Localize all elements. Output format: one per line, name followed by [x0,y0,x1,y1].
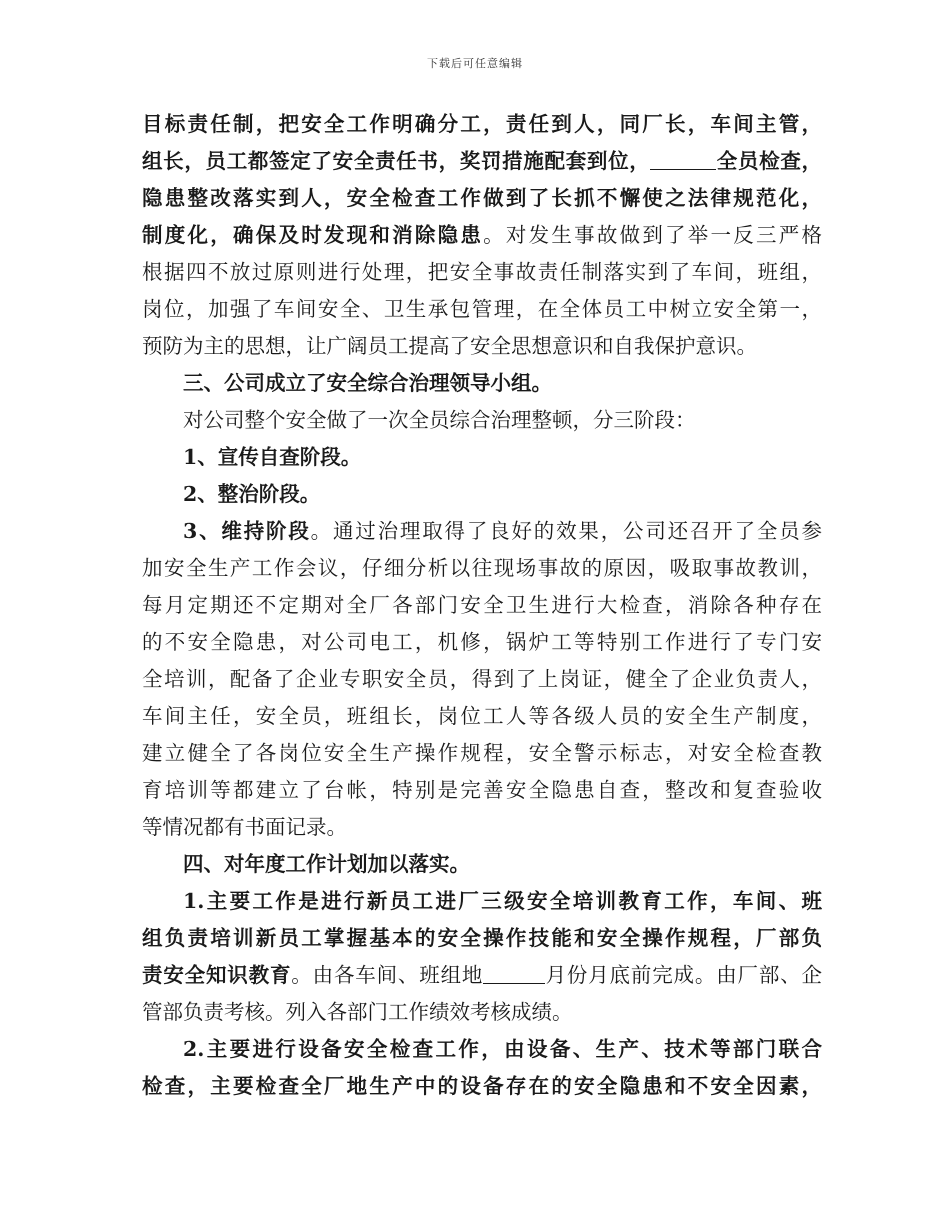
text-line: 等情况都有书面记录。 [142,815,347,839]
text-line: 根据四不放过原则进行处理，把安全事故责任制落实到了车间，班组， [142,260,822,284]
text-line: 组长，员工都签定了安全责任书，奖罚措施配套到位， 全员检查， [142,149,823,173]
text-line: 隐患整改落实到人，安全检查工作做到了长抓不懈使之法律规范化， [142,186,822,210]
text-line: 组负责培训新员工掌握基本的安全操作技能和安全操作规程，厂部负 [142,926,822,950]
paragraph-three-stages: 对公司整个安全做了一次全员综合治理整顿，分三阶段： [183,408,696,432]
text-line: 加安全生产工作会议，仔细分析以往现场事故的原因，吸取事故教训， [142,556,822,580]
stage-2-heading: 2、整治阶段。 [183,482,321,506]
section-heading-4: 四、对年度工作计划加以落实。 [183,852,470,876]
text-line: 1.主要工作是进行新员工进厂三级安全培训教育工作，车间、班 [183,889,822,913]
fill-in-blank [650,151,716,170]
fill-in-blank [483,965,545,984]
stage-1-heading: 1、宣传自查阶段。 [183,445,362,469]
paragraph-target-responsibility [142,106,822,365]
text-line: 责安全知识教育。由各车间、班组地 月份月底前完成。由厂部、企 [142,963,823,987]
text-line: 育培训等都建立了台帐，特别是完善安全隐患自查，整改和复查验收 [142,778,822,802]
text-line: 全培训，配备了企业专职安全员，得到了上岗证，健全了企业负责人， [142,667,822,691]
text-line: 车间主任，安全员，班组长，岗位工人等各级人员的安全生产制度， [142,704,822,728]
document-body [142,106,822,1105]
section-heading-3: 三、公司成立了安全综合治理领导小组。 [183,371,552,395]
text-line: 检查，主要检查全厂地生产中的设备存在的安全隐患和不安全因素， [142,1074,822,1098]
paragraph-equipment-inspection [142,1031,822,1105]
text-line: 的不安全隐患，对公司电工，机修，锅炉工等特别工作进行了专门安 [142,630,822,654]
paragraph-training [142,883,822,1031]
text-line: 目标责任制，把安全工作明确分工，责任到人，同厂长，车间主管， [142,112,822,136]
page-header: 下载后可任意编辑 [427,57,523,70]
text-line: 制度化，确保及时发现和消除隐患。对发生事故做到了举一反三严格 [142,223,823,247]
text-line: 管部负责考核。列入各部门工作绩效考核成绩。 [142,1000,573,1024]
text-line: 预防为主的思想，让广阔员工提高了安全思想意识和自我保护意识。 [142,334,757,358]
text-line: 3、维持阶段。通过治理取得了良好的效果，公司还召开了全员参 [183,519,823,543]
text-line: 岗位，加强了车间安全、卫生承包管理，在全体员工中树立安全第一， [142,297,822,321]
text-line: 每月定期还不定期对全厂各部门安全卫生进行大检查，消除各种存在 [142,593,822,617]
text-line: 建立健全了各岗位安全生产操作规程，安全警示标志，对安全检查教 [142,741,822,765]
text-line: 2.主要进行设备安全检查工作，由设备、生产、技术等部门联合 [183,1037,822,1061]
paragraph-stage-3 [142,513,822,846]
